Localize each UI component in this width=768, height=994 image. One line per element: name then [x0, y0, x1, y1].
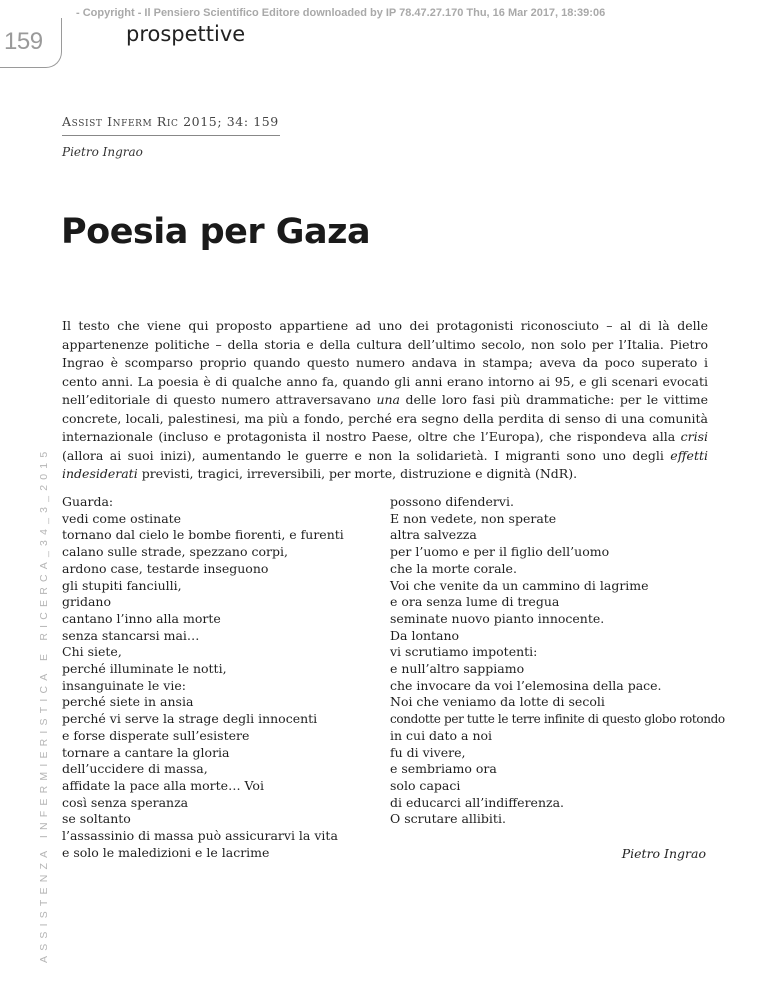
poem-line: seminate nuovo pianto innocente. [390, 610, 605, 626]
poem-line: in cui dato a noi [390, 727, 493, 743]
poem-line: gridano [62, 594, 112, 610]
poem-line: l’assassinio di massa può assicurarvi la vita [62, 828, 338, 844]
poem-line: e forse disperate sull’esistere [62, 727, 250, 743]
author-name: Pietro Ingrao [62, 145, 143, 159]
poem-line: Guarda: [62, 494, 114, 509]
intro-text: previsti, tragici, irreversibili, per morte, distruzione e dignità (NdR). [137, 466, 578, 481]
poem-line: tornano dal cielo le bombe fiorenti, e furenti [62, 527, 344, 543]
poem-line: e null’altro sappiamo [390, 661, 525, 677]
page-number: 159 [4, 28, 43, 55]
poem-line: per l’uomo e per il figlio dell’uomo [390, 544, 610, 560]
poem-line: insanguinate le vie: [62, 677, 186, 693]
poem-line: tornare a cantare la gloria [62, 744, 230, 760]
article-title: Poesia per Gaza [61, 212, 371, 252]
poem-line: senza stancarsi mai… [62, 627, 200, 643]
poem-line: altra salvezza [390, 527, 477, 543]
poem-line: ardono case, testarde inseguono [62, 560, 269, 576]
poem-line: perché illuminate le notti, [62, 661, 227, 677]
poem-line: O scrutare allibiti. [390, 811, 506, 827]
divider [62, 135, 280, 136]
poem-line: vi scrutiamo impotenti: [390, 644, 538, 660]
poem-signature: Pietro Ingrao [621, 846, 706, 861]
poem-line: dell’uccidere di massa, [62, 761, 208, 777]
poem-line: E non vedete, non sperate [390, 510, 557, 526]
poem-line: che invocare da voi l’elemosina della pace. [390, 677, 662, 693]
journal-reference: Assist Inferm Ric 2015; 34: 159 [62, 114, 279, 129]
poem-line: condotte per tutte le terre infinite di questo globo rotondo [390, 712, 725, 727]
poem-column-right [390, 494, 725, 828]
poem-line: perché siete in ansia [62, 694, 194, 710]
poem-line: possono difendervi. [390, 494, 514, 509]
intro-text: (allora ai suoi inizi), aumentando le guerre e non la solidarietà. I migranti sono uno degli [62, 447, 671, 463]
journal-vertical-label: ASSISTENZA INFERMIERISTICA E RICERCA_34_3_2015 [38, 446, 50, 963]
intro-text: delle loro fasi più drammatiche: per le vittime concrete, locali, palestinesi, ma più a fondo, perché era segno della perdita di senso di una comunità internazionale (incluso e protagonista il nostro Paese, oltre che l’Europa), che rispondeva alla [62, 392, 708, 444]
poem-line: solo capaci [390, 777, 461, 793]
poem-line: se soltanto [62, 811, 131, 827]
poem-line: Chi siete, [62, 644, 122, 660]
poem-line: Da lontano [390, 627, 460, 643]
poem-line: così senza speranza [62, 794, 189, 810]
section-label: prospettive [126, 22, 246, 46]
poem-line: di educarci all’indifferenza. [390, 794, 565, 810]
poem-line: e ora senza lume di tregua [390, 594, 560, 610]
poem-line: fu di vivere, [390, 744, 466, 760]
intro-emphasis: effetti indesiderati [62, 447, 708, 481]
poem-line: cantano l’inno alla morte [62, 610, 221, 626]
intro-paragraph [62, 317, 708, 484]
poem-column-left [62, 494, 344, 861]
poem-line: Noi che veniamo da lotte di secoli [390, 694, 605, 710]
copyright-notice: - Copyright - Il Pensiero Scientifico Editore downloaded by IP 78.47.27.170 Thu, 16 Mar 2017, 18:39:06 [76, 7, 606, 19]
poem-line: calano sulle strade, spezzano corpi, [62, 544, 288, 560]
poem-line: che la morte corale. [390, 560, 517, 576]
intro-emphasis: crisi [680, 429, 708, 444]
poem-line: affidate la pace alla morte… Voi [62, 777, 264, 793]
poem-line: e sembriamo ora [390, 761, 497, 777]
intro-text: Il testo che viene qui proposto appartiene ad uno dei protagonisti riconosciuto – al di là delle appartenenze politiche – della storia e della cultura dell’ultimo secolo, non solo per l’Italia. Pietro Ingrao è scomparso proprio quando questo numero andava in stampa; aveva da poco superato i cento anni. La poesia è di qualche anno fa, quando gli anni erano intorno ai 95, e gli scenari evocati nell’editoriale di questo numero attraversavano [62, 318, 708, 407]
poem-line: perché vi serve la strage degli innocenti [62, 711, 318, 727]
poem-line: vedi come ostinate [62, 510, 182, 526]
poem-line: gli stupiti fanciulli, [62, 577, 182, 593]
poem-line: Voi che venite da un cammino di lagrime [390, 577, 649, 593]
poem-line: e solo le maledizioni e le lacrime [62, 844, 270, 860]
intro-emphasis: una [376, 392, 400, 407]
